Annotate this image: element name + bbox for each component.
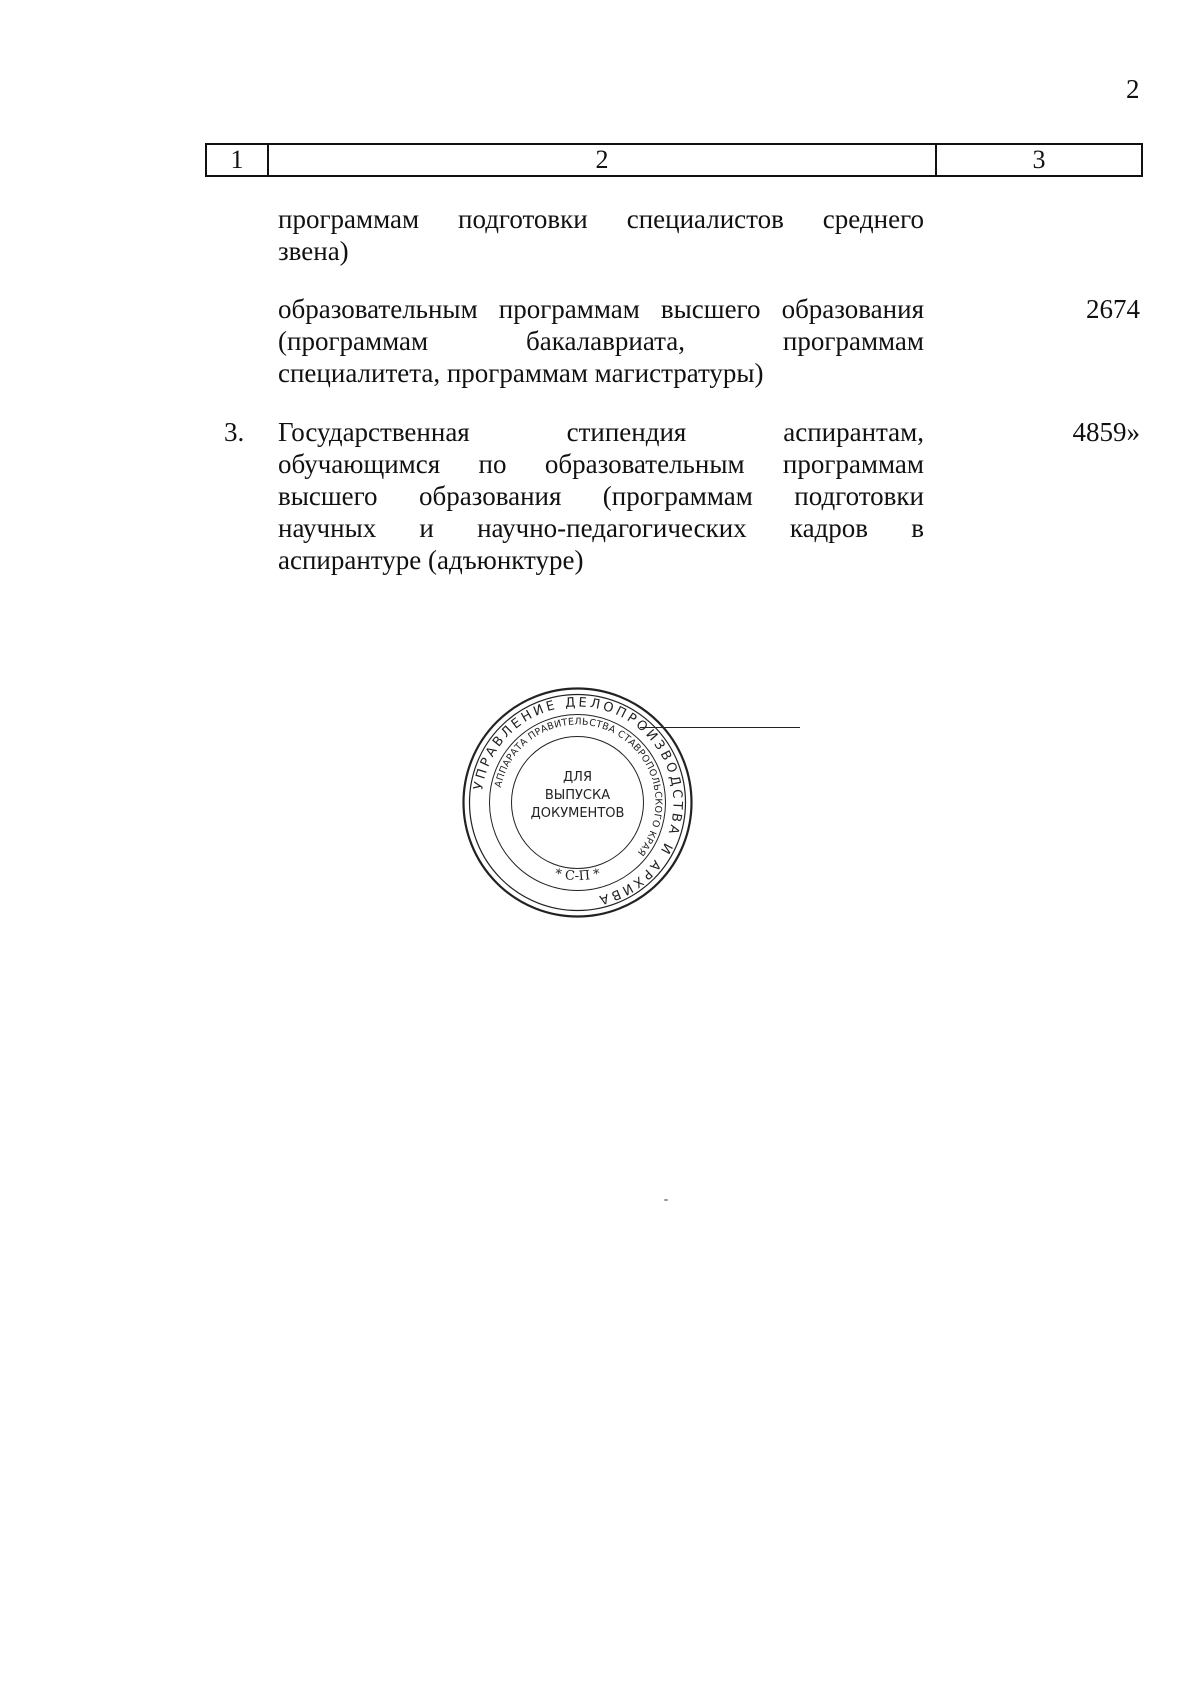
row-text-line: специалитета, программам магистратуры) (278, 358, 764, 388)
signature-line (640, 727, 800, 728)
row-text-line: (программам бакалавриата, программам (278, 326, 924, 356)
table-header-row (205, 143, 1143, 177)
row-text-line: программам подготовки специалистов среднего (278, 204, 924, 234)
page-number: 2 (1126, 74, 1140, 104)
row-text-line: высшего образования (программам подготовки (278, 481, 924, 511)
scan-speck (664, 1199, 668, 1201)
table-header-col-1: 1 (207, 145, 269, 175)
row-text-line: звена) (278, 236, 349, 266)
official-stamp (460, 685, 695, 920)
row-number: 3. (224, 417, 245, 447)
row-text (278, 203, 924, 267)
svg-text:* С-П * (553, 866, 602, 884)
table-header-col-3: 3 (1032, 145, 1046, 174)
stamp-outer-text: УПРАВЛЕНИЕ ДЕЛОПРОИЗВОДСТВА И АРХИВА (471, 695, 685, 908)
row-text-line: аспирантуре (адъюнктуре) (278, 545, 584, 575)
row-text (278, 416, 924, 576)
row-text-line: Государственная стипендия аспирантам, (278, 417, 924, 447)
stamp-bottom-text: * С-П * (553, 866, 602, 885)
table-header-col-2: 2 (269, 145, 937, 175)
row-text (278, 293, 924, 389)
stamp-inner-text: АППАРАТА ПРАВИТЕЛЬСТВА СТАВРОПОЛЬСКОГО КРАЯ (493, 716, 664, 858)
stamp-center-line: ДЛЯ (563, 770, 592, 785)
stamp-center-line: ДОКУМЕНТОВ (530, 806, 625, 821)
row-value: 4859» (1072, 417, 1140, 447)
row-text-line: образовательным программам высшего образования (278, 294, 924, 324)
stamp-center-line: ВЫПУСКА (544, 788, 611, 803)
row-text-line: обучающимся по образовательным программам (278, 449, 924, 479)
row-value: 2674 (1086, 294, 1140, 324)
row-text-line: научных и научно-педагогических кадров в (278, 513, 924, 543)
